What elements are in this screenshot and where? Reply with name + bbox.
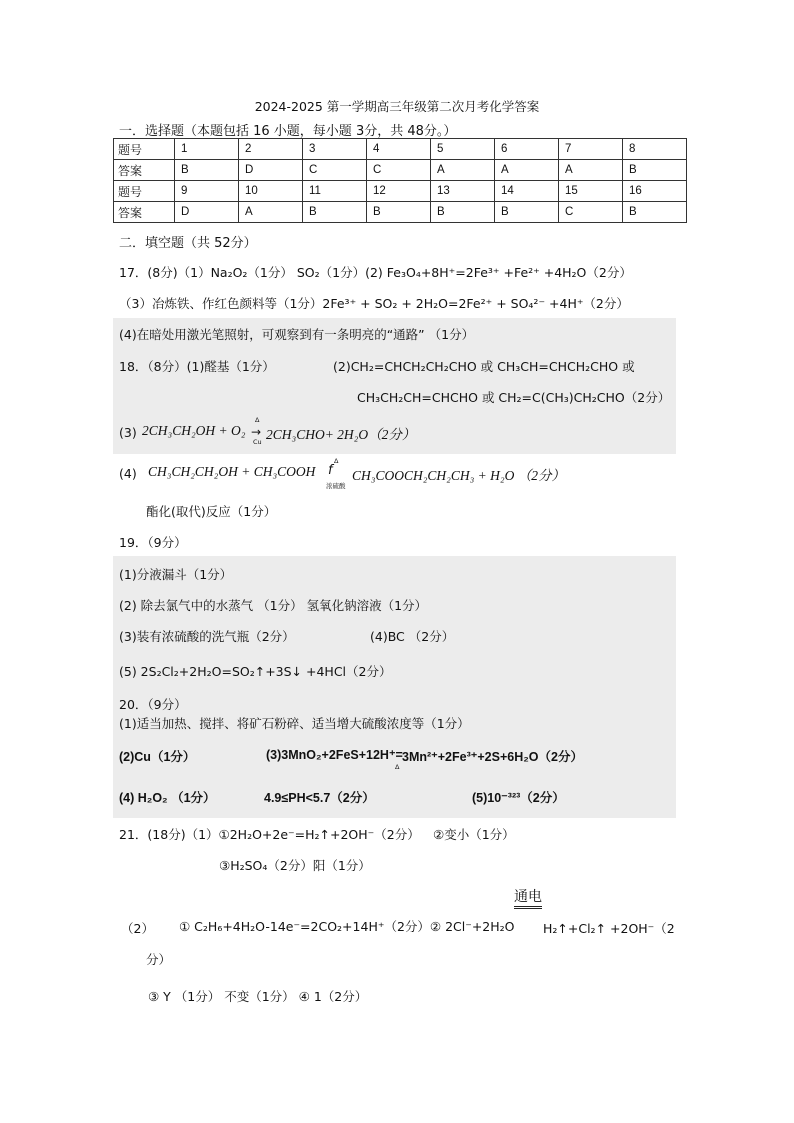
q21-line4: 分） bbox=[146, 952, 172, 967]
q19-line4: (5) 2S₂Cl₂+2H₂O=SO₂↑+3S↓ +4HCl（2分） bbox=[119, 664, 392, 679]
q20-heading: 20．（9分） bbox=[119, 697, 187, 712]
table-row-header: 答案 bbox=[114, 202, 175, 223]
table-cell: 8 bbox=[623, 139, 687, 160]
section-fill-heading: 二．填空题（共 52分） bbox=[119, 236, 257, 251]
q20-line1: (1)适当加热、搅拌、将矿石粉碎、适当增大硫酸浓度等（1分） bbox=[119, 716, 470, 731]
q18-eq4-products: CH₃COOCH₂CH₂CH₃ + H₂O （2分） bbox=[352, 468, 565, 483]
q19-line3b: (4)BC （2分） bbox=[370, 629, 455, 644]
table-cell: 4 bbox=[367, 139, 431, 160]
table-cell: 6 bbox=[495, 139, 559, 160]
table-cell: 14 bbox=[495, 181, 559, 202]
table-cell: 7 bbox=[559, 139, 623, 160]
q20-line3b: 4.9≤PH<5.7（2分） bbox=[264, 791, 375, 805]
q20-line3a: (4) H₂O₂ （1分） bbox=[119, 791, 216, 805]
q17-line1: 17．(8分)（1）Na₂O₂（1分） SO₂（1分）(2) Fe₃O₄+8H⁺=2Fe³⁺ +Fe²⁺ +4H₂O（2分） bbox=[119, 265, 632, 280]
q19-line3a: (3)装有浓硫酸的洗气瓶（2分） bbox=[119, 629, 295, 644]
table-row-header: 答案 bbox=[114, 160, 175, 181]
q21-line3b: ① C₂H₆+4H₂O-14e⁻=2CO₂+14H⁺（2分）② 2Cl⁻+2H₂O bbox=[179, 919, 515, 934]
table-cell: A bbox=[431, 160, 495, 181]
q18-eq4-cond-top: Δ bbox=[334, 457, 339, 465]
table-row-header: 题号 bbox=[114, 139, 175, 160]
q18-line1a: 18．（8分）(1)醛基（1分） bbox=[119, 359, 275, 374]
q21-line3a: （2） bbox=[121, 921, 154, 936]
q18-eq4-arrow: f bbox=[328, 463, 333, 478]
table-cell: C bbox=[559, 202, 623, 223]
q20-line2a: (2)Cu（1分） bbox=[119, 750, 196, 764]
q20-eq-cond: Δ bbox=[395, 763, 400, 771]
table-cell: C bbox=[303, 160, 367, 181]
q18-eq3-reactants: 2CH₃CH₂OH + O₂ bbox=[142, 423, 246, 438]
table-cell: B bbox=[175, 160, 239, 181]
q18-line4-prefix: (4) bbox=[119, 466, 137, 481]
table-cell: 13 bbox=[431, 181, 495, 202]
table-row bbox=[114, 202, 687, 223]
page-title: 2024-2025 第一学期高三年级第二次月考化学答案 bbox=[254, 99, 540, 114]
q20-line3c: (5)10⁻³²³（2分） bbox=[472, 791, 565, 805]
q21-line1b: ②变小（1分） bbox=[433, 827, 515, 842]
q21-line3c: H₂↑+Cl₂↑ +2OH⁻（2 bbox=[543, 921, 675, 936]
q19-line2: (2) 除去氯气中的水蒸气 （1分） 氢氧化钠溶液（1分） bbox=[119, 598, 428, 613]
table-cell: 2 bbox=[239, 139, 303, 160]
q21-line2: ③H₂SO₄（2分）阳（1分） bbox=[219, 858, 371, 873]
table-cell: 15 bbox=[559, 181, 623, 202]
table-cell: B bbox=[623, 202, 687, 223]
table-cell: B bbox=[303, 202, 367, 223]
table-cell: C bbox=[367, 160, 431, 181]
table-cell: 11 bbox=[303, 181, 367, 202]
table-cell: 5 bbox=[431, 139, 495, 160]
q18-eq4-reactants: CH₃CH₂CH₂OH + CH₃COOH bbox=[148, 464, 316, 479]
table-row bbox=[114, 139, 687, 160]
q18-line3-prefix: (3) bbox=[119, 425, 137, 440]
table-cell: B bbox=[623, 160, 687, 181]
table-cell: 10 bbox=[239, 181, 303, 202]
table-cell: 12 bbox=[367, 181, 431, 202]
q17-line2: （3）冶炼铁、作红色颜料等（1分）2Fe³⁺ + SO₂ + 2H₂O=2Fe²⁺ + SO₄²⁻ +4H⁺（2分） bbox=[119, 296, 629, 311]
section-choice-heading: 一．选择题（本题包括 16 小题，每小题 3分，共 48分。） bbox=[119, 124, 457, 139]
q20-line2b: (3)3MnO₂+2FeS+12H⁺= bbox=[266, 748, 403, 762]
q18-eq3-cond-top: Δ bbox=[255, 416, 260, 424]
table-cell: B bbox=[367, 202, 431, 223]
q18-line1b: (2)CH₂=CHCH₂CH₂CHO 或 CH₃CH=CHCH₂CHO 或 bbox=[333, 359, 635, 374]
table-cell: A bbox=[495, 160, 559, 181]
table-cell: 16 bbox=[623, 181, 687, 202]
answer-table bbox=[113, 138, 687, 223]
table-cell: 9 bbox=[175, 181, 239, 202]
q18-line2: CH₃CH₂CH=CHCHO 或 CH₂=C(CH₃)CH₂CHO（2分） bbox=[357, 390, 671, 405]
table-cell: A bbox=[239, 202, 303, 223]
q17-line3: (4)在暗处用激光笔照射，可观察到有一条明亮的“通路” （1分） bbox=[119, 327, 475, 342]
table-cell: 3 bbox=[303, 139, 367, 160]
q19-line1: (1)分液漏斗（1分） bbox=[119, 567, 233, 582]
table-row bbox=[114, 181, 687, 202]
q20-line2c: 3Mn²⁺+2Fe³⁺+2S+6H₂O（2分） bbox=[402, 750, 583, 764]
q18-line5: 酯化(取代)反应（1分） bbox=[146, 504, 277, 519]
table-cell: 1 bbox=[175, 139, 239, 160]
q21-electrolysis-label: 通电 bbox=[514, 886, 542, 906]
q18-eq3-cond-bottom: Cu bbox=[253, 438, 262, 446]
table-cell: D bbox=[175, 202, 239, 223]
table-cell: B bbox=[431, 202, 495, 223]
table-cell: B bbox=[495, 202, 559, 223]
table-row bbox=[114, 160, 687, 181]
table-cell: D bbox=[239, 160, 303, 181]
q18-eq3-arrow: → bbox=[251, 425, 262, 439]
q21-line5: ③ Y （1分） 不变（1分） ④ 1（2分） bbox=[148, 989, 368, 1004]
table-cell: A bbox=[559, 160, 623, 181]
q19-heading: 19．（9分） bbox=[119, 535, 187, 550]
q21-line1: 21．(18分)（1）①2H₂O+2e⁻=H₂↑+2OH⁻（2分） bbox=[119, 827, 420, 842]
q18-eq4-cond-bottom: 浓硫酸 bbox=[326, 482, 346, 490]
q18-eq3-products: 2CH₃CHO+ 2H₂O（2分） bbox=[266, 427, 416, 442]
table-row-header: 题号 bbox=[114, 181, 175, 202]
